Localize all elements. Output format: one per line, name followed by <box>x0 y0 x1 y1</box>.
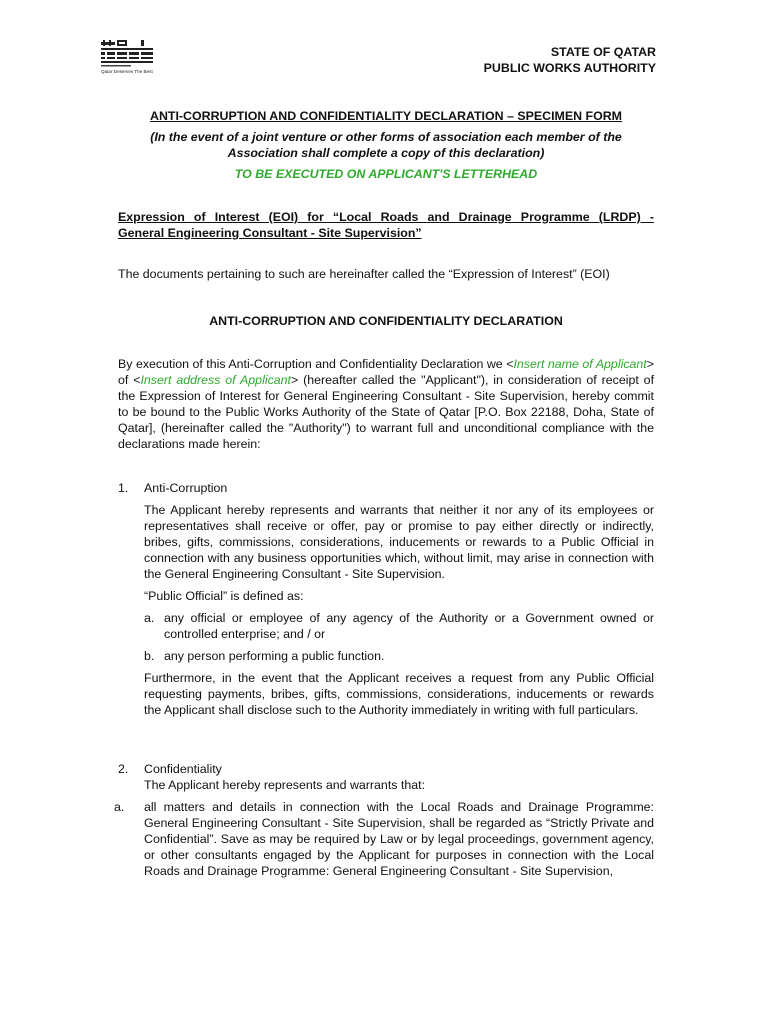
section-2-intro: The Applicant hereby represents and warrants that: <box>144 778 426 792</box>
letterhead-instruction: TO BE EXECUTED ON APPLICANT'S LETTERHEAD <box>234 167 538 181</box>
authority-header <box>484 44 656 76</box>
section-1-number: 1. <box>118 481 129 495</box>
insert-address-placeholder: Insert address of Applicant <box>140 373 292 387</box>
definition-item-a-label: a. <box>144 611 155 625</box>
subtitle-line-1: (In the event of a joint venture or other forms of association each member of the <box>150 130 622 144</box>
confidentiality-item-a <box>114 799 654 879</box>
confidentiality-item-a-label: a. <box>114 800 125 814</box>
section-2-heading: Confidentiality <box>144 762 222 776</box>
eoi-title-line-1: Expression of Interest (EOI) for “Local Roads and Drainage Programme (LRDP) - <box>118 210 654 224</box>
intro-paragraph <box>118 356 654 452</box>
definition-item-b-text: any person performing a public function. <box>164 649 385 663</box>
logo-caption: Qatar Deserves The Best <box>101 69 153 74</box>
eoi-title-line-2: General Engineering Consultant - Site Supervision” <box>118 226 422 240</box>
section-1-paragraph-1: The Applicant hereby represents and warrants that neither it nor any of its employees or representatives shall receive or offer, pay or promise to pay either directly or indirectly, bribes, gifts, commissions, considerations, inducements or rewards to a Public Official in connection with any business opportunities which, without limit, may arise in connection with the General Engineering Consultant - Site Supervision. <box>144 503 654 581</box>
intro-part-1: By execution of this Anti-Corruption and Confidentiality Declaration we < <box>118 357 514 371</box>
documents-sentence: The documents pertaining to such are hereinafter called the “Expression of Interest” (EOI) <box>118 267 610 281</box>
section-2-number: 2. <box>118 762 129 776</box>
insert-name-placeholder: Insert name of Applicant <box>513 357 647 371</box>
form-subtitle <box>118 129 654 161</box>
definition-item-a-text: any official or employee of any agency of the Authority or a Government owned or controlled enterprise; and / or <box>164 611 654 641</box>
ashghal-logo-mark <box>101 40 153 68</box>
definition-item-b-label: b. <box>144 649 155 663</box>
public-official-definition: “Public Official” is defined as: <box>144 589 304 603</box>
confidentiality-item-a-text: all matters and details in connection with the Local Roads and Drainage Programme: General Engineering Consultant - Site Supervision, shall be regarded as “Strictly Private and Confidential”. Save as may be required by Law or by legal proceedings, government agency, or other consultants engaged by the Applicant for purposes in connection with the Local Roads and Drainage Programme: General Engineering Consultant - Site Supervision, <box>144 800 654 878</box>
eoi-title <box>118 209 654 241</box>
subtitle-line-2: Association shall complete a copy of this declaration) <box>227 146 545 160</box>
intro-part-2: > of < <box>118 357 654 387</box>
header-line-2: PUBLIC WORKS AUTHORITY <box>483 61 656 75</box>
form-title: ANTI-CORRUPTION AND CONFIDENTIALITY DECLARATION – SPECIMEN FORM <box>150 109 622 123</box>
section-anti-corruption <box>118 480 654 724</box>
section-confidentiality <box>114 761 654 879</box>
ashghal-logo <box>101 40 157 74</box>
declaration-heading: ANTI-CORRUPTION AND CONFIDENTIALITY DECLARATION <box>209 314 563 328</box>
definition-item-b <box>144 648 654 664</box>
intro-part-3: > (hereafter called the "Applicant"), in consideration of receipt of the Expression of Interest for General Engineering Consultant - Site Supervision, hereby commit to be bound to the Public Works Authority of the State of Qatar [P.O. Box 22188, Doha, State of Qatar], (hereinafter called the "Authority") to warrant full and unconditional compliance with the declarations made herein: <box>118 373 655 451</box>
definition-item-a <box>144 610 654 642</box>
header-line-1: STATE OF QATAR <box>550 45 656 59</box>
section-1-heading: Anti-Corruption <box>144 481 228 495</box>
section-1-paragraph-2: Furthermore, in the event that the Applicant receives a request from any Public Official requesting payments, bribes, gifts, commissions, considerations, inducements or rewards the Applicant shall disclose such to the Authority immediately in writing with full particulars. <box>144 671 654 717</box>
